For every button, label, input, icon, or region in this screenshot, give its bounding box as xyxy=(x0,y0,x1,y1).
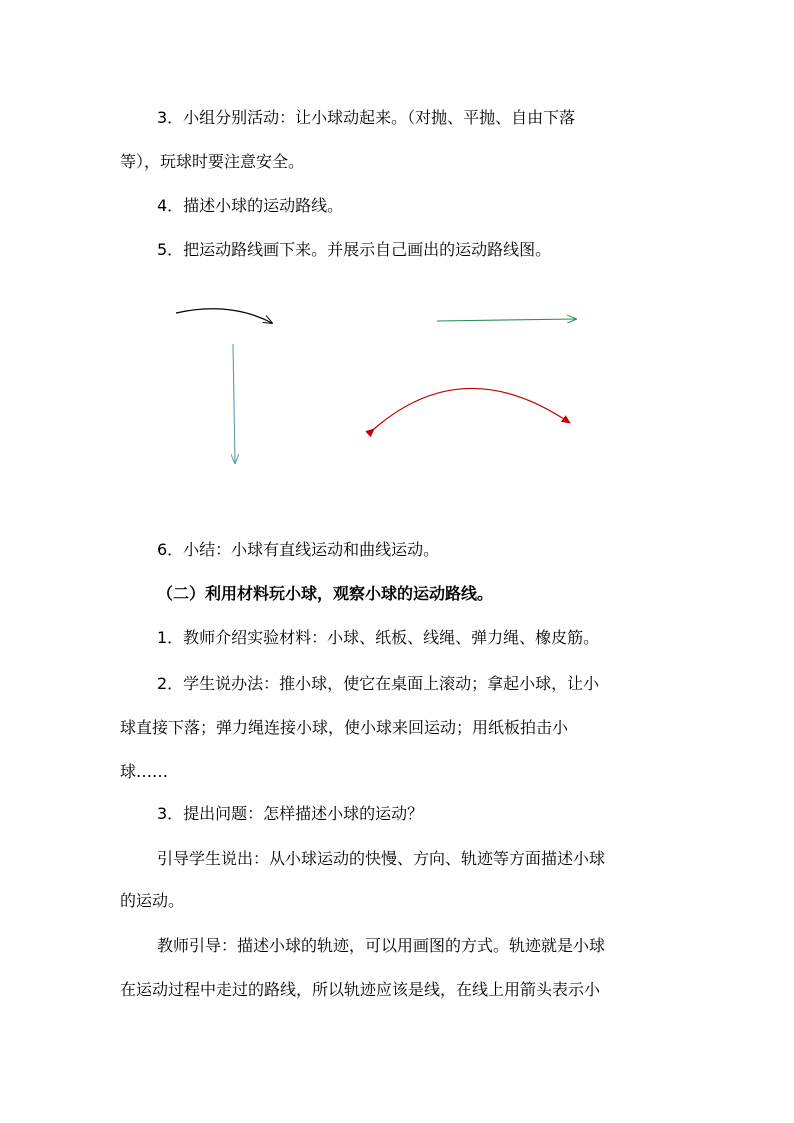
paragraph-methods-2-line1: 2．学生说办法：推小球，使它在桌面上滚动；拿起小球，让小 xyxy=(157,674,600,693)
paragraph-guide-line1: 引导学生说出：从小球运动的快慢、方向、轨迹等方面描述小球 xyxy=(157,849,606,868)
paragraph-methods-2-line2: 球直接下落；弹力绳连接小球，使小球来回运动；用纸板拍击小 xyxy=(120,718,569,737)
paragraph-teacher-line1: 教师引导：描述小球的轨迹，可以用画图的方式。轨迹就是小球 xyxy=(157,936,606,955)
curved-arrow-black xyxy=(176,309,272,323)
paragraph-activity-3-line2: 等），玩球时要注意安全。 xyxy=(120,152,305,171)
paragraph-question-3: 3．提出问题：怎样描述小球的运动？ xyxy=(157,804,424,823)
paragraph-guide-line2: 的运动。 xyxy=(120,891,185,910)
arc-double-arrow-red xyxy=(374,388,570,429)
vertical-arrow-blue xyxy=(233,344,235,463)
straight-arrow-green xyxy=(437,319,576,321)
paragraph-activity-3-line1: 3．小组分别活动：让小球动起来。（对抛、平抛、自由下落 xyxy=(157,108,576,127)
section-heading-2: （二）利用材料玩小球，观察小球的运动路线。 xyxy=(157,584,494,603)
paragraph-materials-1: 1．教师介绍实验材料：小球、纸板、线绳、弹力绳、橡皮筋。 xyxy=(157,628,600,647)
paragraph-methods-2-line3: 球…… xyxy=(120,762,169,781)
paragraph-teacher-line2: 在运动过程中走过的路线，所以轨迹应该是线，在线上用箭头表示小 xyxy=(120,980,601,999)
paragraph-summary-6: 6．小结：小球有直线运动和曲线运动。 xyxy=(157,540,440,559)
motion-path-figure xyxy=(160,296,600,476)
paragraph-activity-5: 5．把运动路线画下来。并展示自己画出的运动路线图。 xyxy=(157,240,552,259)
paragraph-activity-4: 4．描述小球的运动路线。 xyxy=(157,196,344,215)
